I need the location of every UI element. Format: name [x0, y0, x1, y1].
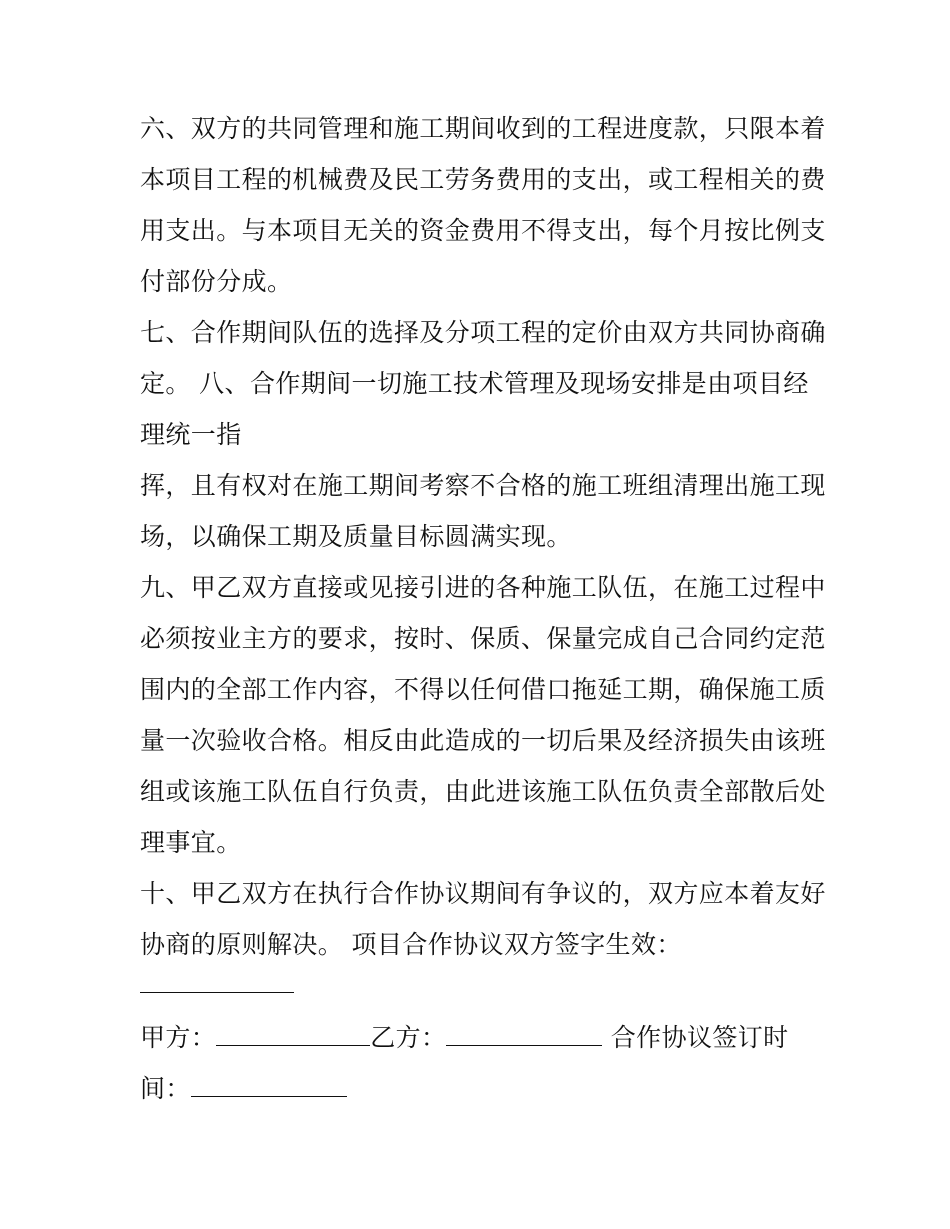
party-a-label: 甲方： [140, 1023, 217, 1052]
paragraph-8-line-1: 理统一指 [140, 420, 242, 449]
paragraph-6-line-1: 六、双方的共同管理和施工期间收到的工程进度款，只限本着 [140, 114, 826, 143]
signature-blank [140, 970, 294, 993]
paragraph-9-line-6: 理事宜。 [140, 828, 242, 857]
paragraph-9-line-2: 必须按业主方的要求，按时、保质、保量完成自己合同约定范 [140, 624, 826, 653]
paragraph-9-line-4: 量一次验收合格。相反由此造成的一切后果及经济损失由该班 [140, 726, 826, 755]
party-b-label: 乙方： [370, 1023, 447, 1052]
sign-time-label: 合作协议签订时 [610, 1023, 789, 1052]
paragraph-8-line-2: 挥，且有权对在施工期间考察不合格的施工班组清理出施工现 [140, 471, 826, 500]
paragraph-10-line-2: 协商的原则解决。 项目合作协议双方签字生效： [140, 930, 682, 959]
paragraph-7-line-2: 定。 八、合作期间一切施工技术管理及现场安排是由项目经 [140, 369, 809, 398]
paragraph-6-line-4: 付部份分成。 [140, 267, 293, 296]
paragraph-9-line-5: 组或该施工队伍自行负责，由此进该施工队伍负责全部散后处 [140, 777, 826, 806]
sign-time-row [140, 1072, 347, 1106]
sign-time-label-cont: 间： [140, 1074, 191, 1103]
paragraph-7-line-1: 七、合作期间队伍的选择及分项工程的定价由双方共同协商确 [140, 318, 826, 347]
paragraph-9-line-1: 九、甲乙双方直接或见接引进的各种施工队伍，在施工过程中 [140, 573, 826, 602]
party-b-signature-blank [446, 1023, 602, 1046]
paragraph-10-line-1: 十、甲乙双方在执行合作协议期间有争议的，双方应本着友好 [140, 879, 826, 908]
paragraph-6-line-3: 用支出。与本项目无关的资金费用不得支出，每个月按比例支 [140, 216, 826, 245]
sign-time-blank [191, 1074, 347, 1097]
paragraph-8-line-3: 场，以确保工期及质量目标圆满实现。 [140, 522, 572, 551]
signature-row [140, 1021, 789, 1055]
party-a-signature-blank [216, 1023, 370, 1046]
signature-blank-line [140, 968, 294, 1002]
paragraph-9-line-3: 围内的全部工作内容，不得以任何借口拖延工期，确保施工质 [140, 675, 826, 704]
paragraph-6-line-2: 本项目工程的机械费及民工劳务费用的支出，或工程相关的费 [140, 165, 826, 194]
